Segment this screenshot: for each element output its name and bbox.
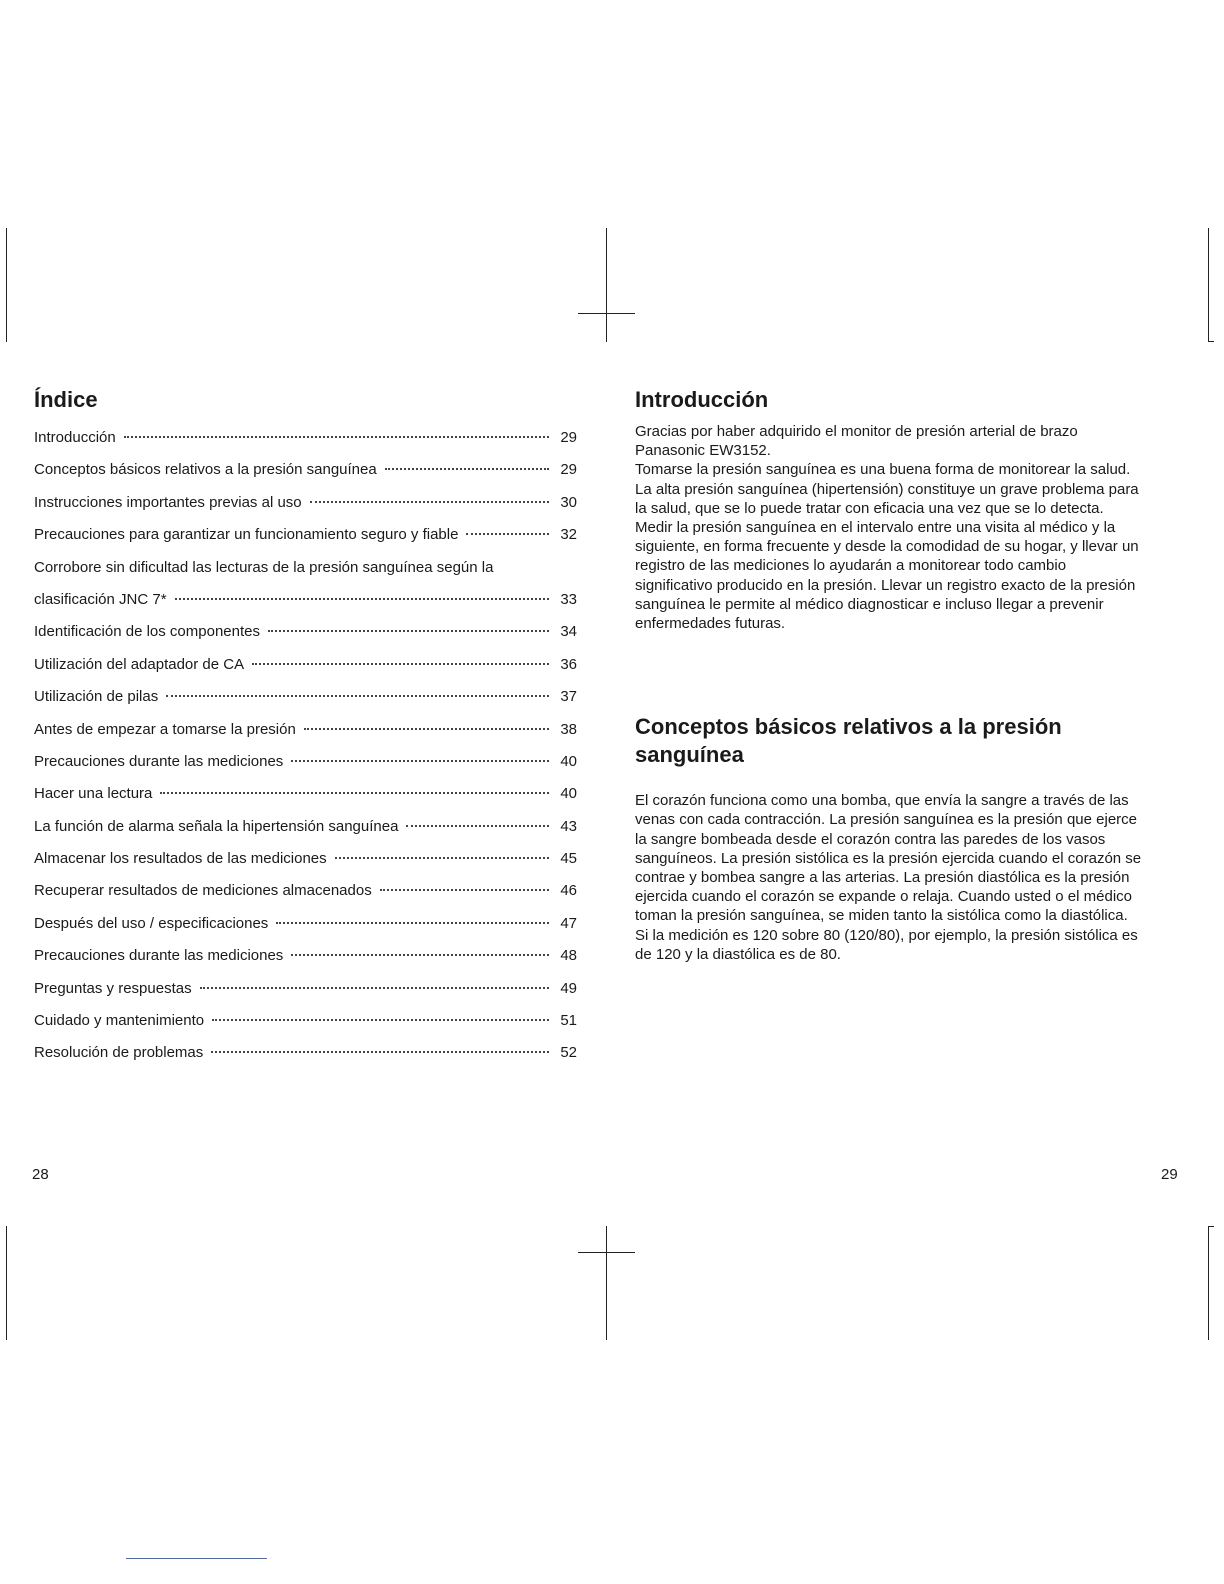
toc-page-number: 46 xyxy=(560,882,577,900)
toc-label: Almacenar los resultados de las mediciones xyxy=(34,850,327,868)
page-number-right: 29 xyxy=(1161,1166,1178,1183)
toc-leader xyxy=(124,436,549,438)
text-line: Panasonic EW3152. xyxy=(635,442,771,460)
toc-leader xyxy=(212,1019,549,1021)
introduction-heading: Introducción xyxy=(635,387,769,412)
toc-leader xyxy=(268,630,549,632)
toc-entry[interactable] xyxy=(34,946,577,978)
toc-label: Resolución de problemas xyxy=(34,1044,204,1062)
toc-leader xyxy=(276,922,549,924)
text-line: siguiente, en forma frecuente y desde la comodidad de su hogar, y llevar un xyxy=(635,538,1139,556)
crop-mark-right-top-tick xyxy=(1208,341,1214,342)
toc-page-number: 30 xyxy=(560,493,577,511)
toc-leader xyxy=(175,598,549,600)
crop-mark-right-bottom-tick xyxy=(1208,1226,1214,1227)
toc-leader xyxy=(200,987,549,989)
introduction-paragraph xyxy=(635,422,1183,633)
text-line: El corazón funciona como una bomba, que envía la sangre a través de las xyxy=(635,792,1129,810)
bottom-rule xyxy=(126,1558,267,1559)
toc-page-number: 48 xyxy=(560,947,577,965)
text-line: significativo producido en la presión. Llevar un registro exacto de la presión xyxy=(635,576,1136,594)
toc-entry[interactable] xyxy=(34,460,577,492)
toc-entry[interactable] xyxy=(34,881,577,913)
text-line: toman la presión sanguínea, se miden tanto la sistólica como la diastólica. xyxy=(635,907,1128,925)
toc-page-number: 43 xyxy=(560,817,577,835)
crop-mark-right-top xyxy=(1208,228,1209,342)
crop-mark-left-top xyxy=(6,228,7,342)
crop-mark-center-top-horizontal xyxy=(578,313,635,314)
text-line: la sangre bombeada desde el corazón contra las paredes de los vasos xyxy=(635,830,1106,848)
toc-leader xyxy=(166,695,549,697)
text-line: de 120 y la diastólica es de 80. xyxy=(635,945,841,963)
text-line: Medir la presión sanguínea en el intervalo entre una visita al médico y la xyxy=(635,519,1116,537)
toc-label: Cuidado y mantenimiento xyxy=(34,1012,205,1030)
text-line: la salud, que se lo puede tratar con eficacia una vez que se lo detecta. xyxy=(635,499,1104,517)
toc-leader xyxy=(211,1051,549,1053)
toc-page-number: 34 xyxy=(560,623,577,641)
concepts-heading xyxy=(635,713,1183,769)
toc-label: Identificación de los componentes xyxy=(34,623,260,641)
toc-label: clasificación JNC 7* xyxy=(34,590,167,608)
toc-entry[interactable] xyxy=(34,655,577,687)
crop-mark-center-top-vertical xyxy=(606,228,607,342)
toc-entry[interactable] xyxy=(34,622,577,654)
toc-leader xyxy=(252,663,549,665)
toc-page-number: 40 xyxy=(560,752,577,770)
introduction-page xyxy=(635,386,1183,964)
toc-entry[interactable] xyxy=(34,493,577,525)
toc-label: Después del uso / especificaciones xyxy=(34,914,269,932)
toc-leader xyxy=(291,954,549,956)
crop-mark-right-bottom xyxy=(1208,1226,1209,1340)
toc-entry-line1[interactable]: Corrobore sin dificultad las lecturas de la presión sanguínea según la xyxy=(34,558,494,576)
toc-entry[interactable] xyxy=(34,1011,577,1043)
text-line: enfermedades futuras. xyxy=(635,615,786,633)
toc-page-number: 38 xyxy=(560,720,577,738)
toc-page-number: 49 xyxy=(560,979,577,997)
toc-page-number: 47 xyxy=(560,914,577,932)
text-line: venas con cada contracción. La presión sanguínea es la presión que ejerce xyxy=(635,811,1137,829)
toc-leader xyxy=(466,533,549,535)
crop-mark-left-bottom xyxy=(6,1226,7,1340)
toc-leader xyxy=(335,857,549,859)
toc-page-number: 45 xyxy=(560,850,577,868)
toc-leader xyxy=(310,501,549,503)
toc-entry[interactable] xyxy=(34,752,577,784)
concepts-heading-line1: Conceptos básicos relativos a la presión xyxy=(635,714,1062,740)
text-line: ejercida cuando el corazón se expande o relaja. Cuando usted o el médico xyxy=(635,888,1132,906)
toc-entry[interactable] xyxy=(34,914,577,946)
text-line: sanguínea le permite al médico diagnosticar e incluso llegar a prevenir xyxy=(635,595,1104,613)
toc-leader xyxy=(380,889,549,891)
toc-entry[interactable] xyxy=(34,979,577,1011)
toc-entry[interactable] xyxy=(34,849,577,881)
text-line: Si la medición es 120 sobre 80 (120/80), por ejemplo, la presión sistólica es xyxy=(635,926,1138,944)
toc-leader xyxy=(304,728,549,730)
crop-mark-center-bottom-horizontal xyxy=(578,1252,635,1253)
page-number-left: 28 xyxy=(32,1166,49,1183)
toc-leader xyxy=(160,792,549,794)
toc-page-number: 29 xyxy=(560,461,577,479)
toc-entry[interactable] xyxy=(34,428,577,460)
concepts-heading-line2: sanguínea xyxy=(635,742,744,768)
toc-label: Recuperar resultados de mediciones almacenados xyxy=(34,882,372,900)
text-line: Gracias por haber adquirido el monitor de presión arterial de brazo xyxy=(635,423,1078,440)
text-line: Tomarse la presión sanguínea es una buena forma de monitorear la salud. xyxy=(635,461,1131,479)
toc-label: Precauciones durante las mediciones xyxy=(34,752,284,770)
text-line: contrae y bombea sangre a las arterias. La presión diastólica es la presión xyxy=(635,869,1130,887)
toc-label: Antes de empezar a tomarse la presión xyxy=(34,720,296,738)
toc-label: Precauciones para garantizar un funcionamiento seguro y fiable xyxy=(34,526,459,544)
toc-page-number: 37 xyxy=(560,688,577,706)
index-title: Índice xyxy=(34,387,98,412)
toc-entry[interactable] xyxy=(34,720,577,752)
toc-entry[interactable] xyxy=(34,590,577,622)
toc-entry[interactable] xyxy=(34,525,577,557)
table-of-contents xyxy=(34,428,577,1076)
toc-page-number: 32 xyxy=(560,526,577,544)
toc-page-number: 29 xyxy=(560,429,577,446)
toc-page-number: 40 xyxy=(560,785,577,803)
concepts-paragraph xyxy=(635,791,1183,964)
toc-entry[interactable] xyxy=(34,817,577,849)
toc-page-number: 33 xyxy=(560,590,577,608)
toc-label: Hacer una lectura xyxy=(34,785,153,803)
toc-entry[interactable] xyxy=(34,1043,577,1075)
toc-leader xyxy=(406,825,549,827)
text-line: registro de las mediciones lo ayudarán a monitorear todo cambio xyxy=(635,557,1067,575)
toc-leader xyxy=(291,760,549,762)
toc-label: Utilización de pilas xyxy=(34,688,159,706)
toc-label: Conceptos básicos relativos a la presión sanguínea xyxy=(34,461,377,479)
crop-mark-center-bottom-vertical xyxy=(606,1226,607,1340)
toc-page-number: 51 xyxy=(560,1012,577,1030)
toc-label: Instrucciones importantes previas al uso xyxy=(34,493,302,511)
text-line: sanguíneos. La presión sistólica es la presión ejercida cuando el corazón se xyxy=(635,849,1142,867)
toc-label: Preguntas y respuestas xyxy=(34,979,192,997)
toc-page-number: 52 xyxy=(560,1044,577,1062)
toc-leader xyxy=(385,468,549,470)
toc-entry[interactable] xyxy=(34,687,577,719)
toc-label: Introducción xyxy=(34,429,116,446)
text-line: La alta presión sanguínea (hipertensión) constituye un grave problema para xyxy=(635,480,1139,498)
toc-page-number: 36 xyxy=(560,655,577,673)
toc-entry[interactable] xyxy=(34,784,577,816)
toc-label: La función de alarma señala la hipertensión sanguínea xyxy=(34,817,399,835)
toc-label: Utilización del adaptador de CA xyxy=(34,655,245,673)
toc-label: Precauciones durante las mediciones xyxy=(34,947,284,965)
index-page xyxy=(34,386,577,1076)
